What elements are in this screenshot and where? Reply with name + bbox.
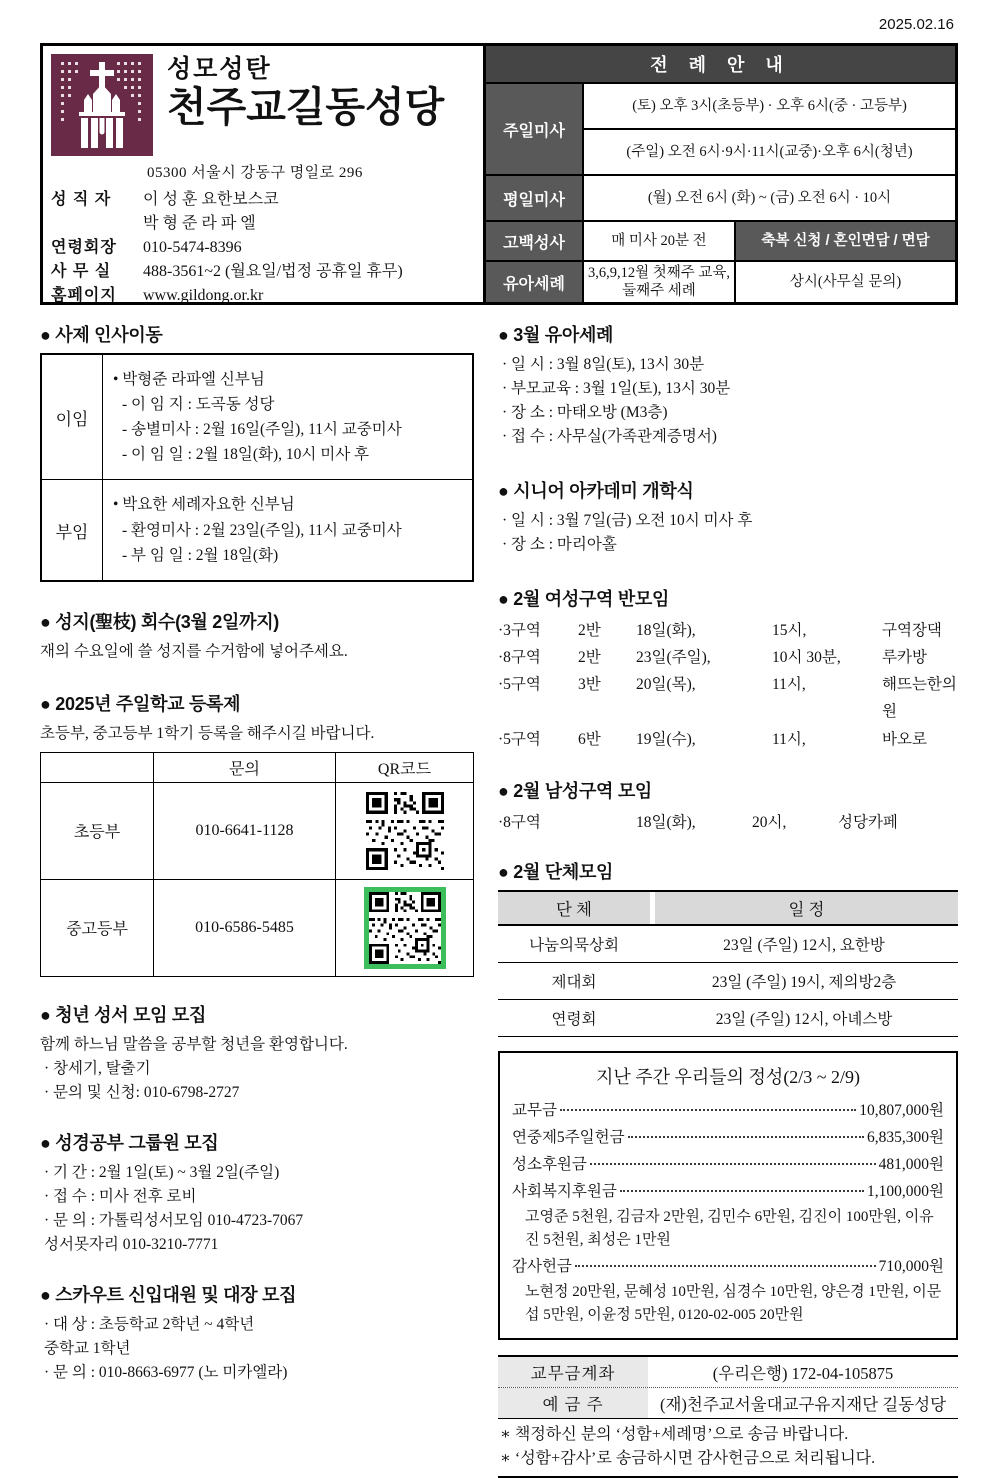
info-value: 이 성 훈 요한보스코	[143, 191, 279, 208]
info-line-priest2	[51, 212, 477, 236]
info-label: 사 무 실	[51, 263, 112, 280]
liturgy-row-label: 평일미사	[486, 174, 582, 220]
info-label: 성 직 자	[51, 191, 112, 208]
zone-row	[498, 809, 958, 836]
section-title-bible-study: ● 성경공부 그룹원 모집	[40, 1132, 219, 1153]
offering-detail: 고영준 5천원, 김금자 2만원, 김민수 6만원, 김진이 100만원, 이유진 5천원, 최성은 1만원	[525, 1209, 934, 1248]
liturgy-title: 전 례 안 내	[486, 46, 955, 82]
brand-title: 천주교길동성당	[167, 83, 445, 130]
offerings-title: 지난 주간 우리들의 정성(2/3 ~ 2/9)	[595, 1066, 861, 1087]
senior-academy-list	[498, 509, 958, 557]
transfer-row-content	[102, 479, 472, 579]
info-label: 홈페이지	[51, 287, 117, 304]
info-line-website	[51, 284, 477, 308]
table-header-empty	[41, 753, 153, 782]
account-label: 예 금 주	[498, 1388, 648, 1418]
org-name: 제대회	[551, 973, 597, 991]
zone: ·5구역	[498, 676, 541, 694]
youth-bible-body: 함께 하느님 말씀을 공부할 청년을 환영합니다.	[40, 1035, 348, 1053]
liturgy-cell: 상시(사무실 문의)	[734, 260, 955, 302]
ban: 2반	[578, 622, 601, 640]
table-header-inquiry: 문의	[153, 753, 335, 782]
note-line: ∗ ‘성함+감사’로 송금하시면 감사헌금으로 처리됩니다.	[500, 1450, 876, 1468]
transfer-row-content	[102, 355, 472, 479]
note-line: ∗ 책정하신 분의 ‘성함+세례명’으로 송금 바랍니다.	[500, 1426, 849, 1444]
section-title-women-groups: ● 2월 여성구역 반모임	[498, 589, 670, 610]
meeting-place: 해뜨는한의원	[882, 676, 957, 721]
website-url: www.gildong.or.kr	[143, 287, 264, 304]
list-item: · 장 소 : 마태오방 (M3층)	[502, 404, 668, 422]
dotted-leader	[560, 1109, 856, 1111]
zone: ·8구역	[498, 813, 541, 831]
meeting-date: 18일(화),	[636, 813, 696, 831]
meeting-time: 10시 30분,	[772, 649, 841, 667]
school-row-phone: 010-6641-1128	[153, 782, 335, 879]
account-holder: (재)천주교서울대교구유지재단 길동성당	[659, 1395, 947, 1415]
dotted-leader	[575, 1265, 876, 1267]
list-item: - 이 임 지 : 도곡동 성당	[122, 396, 275, 414]
qr-code-elementary-icon	[366, 792, 444, 870]
offering-amount: 6,835,300원	[867, 1128, 944, 1146]
zone: ·8구역	[498, 649, 541, 667]
zone-row	[498, 671, 958, 725]
zone: ·5구역	[498, 730, 541, 748]
offering-line	[512, 1151, 944, 1178]
qr-code-middle-high-icon	[364, 887, 446, 969]
offering-line	[512, 1097, 944, 1124]
list-item: · 접 수 : 사무실(가족관계증명서)	[502, 428, 717, 446]
section-title-men-groups: ● 2월 남성구역 모임	[498, 780, 653, 801]
offering-label: 사회복지후원금	[512, 1183, 617, 1201]
account-notes	[498, 1418, 958, 1475]
list-item: · 문 의 : 010-8663-6977 (노 미카엘라)	[44, 1363, 288, 1381]
org-schedule: 23일 (주일) 12시, 아녜스방	[715, 1010, 893, 1028]
info-label: 연령회장	[51, 239, 117, 256]
offering-label: 교무금	[512, 1101, 557, 1119]
column-header-org: 단 체	[498, 892, 650, 924]
left-column	[40, 319, 474, 1478]
list-item: · 기 간 : 2월 1일(토) ~ 3월 2일(주일)	[44, 1163, 280, 1181]
church-address: 05300 서울시 강동구 명일로 296	[147, 165, 363, 181]
liturgy-row-label: 고백성사	[486, 220, 582, 260]
list-item: · 접 수 : 미사 전후 로비	[44, 1187, 197, 1205]
section-title-scout: ● 스카우트 신입대원 및 대장 모집	[40, 1284, 297, 1305]
bible-study-list	[40, 1161, 474, 1257]
right-column	[498, 319, 958, 1478]
table-row	[498, 1000, 958, 1037]
offering-detail: 노현정 20만원, 문혜성 10만원, 심경수 10만원, 양은경 1만원, 이문섭 5만원, 이윤정 5만원, 0120-02-005 20만원	[525, 1284, 942, 1323]
offering-label: 성소후원금	[512, 1156, 587, 1174]
meeting-place: 바오로	[882, 730, 927, 748]
dotted-leader	[590, 1163, 876, 1165]
meeting-place: 성당카페	[838, 813, 898, 831]
liturgy-cell-dark: 축복 신청 / 혼인면담 / 면담	[734, 220, 955, 260]
ban: 2반	[578, 649, 601, 667]
header-box	[40, 43, 958, 305]
offering-line	[512, 1124, 944, 1151]
liturgy-cell: 매 미사 20분 전	[582, 220, 734, 260]
section-title-infant-baptism: ● 3월 유아세례	[498, 325, 614, 345]
liturgy-cell: (주일) 오전 6시·9시·11시(교중)·오후 6시(청년)	[582, 128, 955, 174]
offering-amount: 10,807,000원	[859, 1101, 944, 1119]
ban: 6반	[578, 730, 601, 748]
bulletin-date: 2025.02.16	[878, 16, 954, 33]
brand-subtitle: 성모성탄	[167, 55, 272, 83]
school-row-qr	[335, 879, 473, 976]
youth-bible-list	[40, 1057, 474, 1105]
info-value: 박 형 준 라 파 엘	[143, 215, 256, 232]
meeting-place: 구역장댁	[882, 622, 942, 640]
zone-row	[498, 726, 958, 753]
ban: 3반	[578, 676, 601, 694]
section-title-priest-transfer: ● 사제 인사이동	[40, 325, 163, 345]
account-number: (우리은행) 172-04-105875	[712, 1364, 894, 1384]
dotted-leader	[620, 1190, 864, 1192]
info-line-chairman	[51, 236, 477, 260]
liturgy-cell: (월) 오전 6시 (화) ~ (금) 오전 6시 · 10시	[582, 174, 955, 220]
zone-row	[498, 617, 958, 644]
scout-list	[40, 1313, 474, 1385]
table-row	[498, 963, 958, 1000]
school-row-name: 중고등부	[41, 879, 153, 976]
info-line-office	[51, 260, 477, 284]
offering-label: 감사헌금	[512, 1258, 572, 1276]
section-title-youth-bible: ● 청년 성서 모임 모집	[40, 1004, 207, 1025]
meeting-date: 18일(화),	[636, 622, 696, 640]
account-table	[498, 1355, 958, 1477]
meeting-place: 루카방	[882, 649, 927, 667]
liturgy-table	[483, 46, 955, 302]
dotted-leader	[628, 1136, 864, 1138]
info-value: 010-5474-8396	[143, 239, 242, 256]
list-item: · 창세기, 탈출기	[44, 1059, 151, 1077]
info-value: 488-3561~2 (월요일/법정 공휴일 휴무)	[143, 263, 403, 280]
meeting-time: 20시,	[752, 813, 787, 831]
section-title-palm-return: ● 성지(聖枝) 회수(3월 2일까지)	[40, 611, 279, 632]
list-item: - 부 임 일 : 2월 18일(화)	[122, 546, 279, 564]
offerings-box	[498, 1051, 958, 1341]
list-item: · 장 소 : 마리아홀	[502, 536, 617, 554]
info-label	[51, 212, 143, 236]
church-identity	[43, 46, 483, 302]
list-item: · 부모교육 : 3월 1일(토), 13시 30분	[502, 380, 731, 398]
offering-amount: 481,000원	[878, 1156, 944, 1174]
section-title-org-meetings: ● 2월 단체모임	[498, 861, 614, 882]
table-row	[498, 926, 958, 963]
table-header-qr: QR코드	[335, 753, 473, 782]
section-title-sunday-school: ● 2025년 주일학교 등록제	[40, 693, 241, 714]
list-item: · 문 의 : 가톨릭성서모임 010-4723-7067	[44, 1211, 304, 1229]
org-schedule: 23일 (주일) 19시, 제의방2층	[711, 973, 897, 991]
info-line-priest	[51, 188, 477, 212]
women-groups-list	[498, 617, 958, 753]
liturgy-cell: 3,6,9,12월 첫째주 교육, 둘째주 세례	[582, 260, 734, 302]
account-row	[498, 1388, 958, 1418]
school-row-qr	[335, 782, 473, 879]
liturgy-row-label: 주일미사	[486, 82, 582, 174]
liturgy-row-label: 유아세례	[486, 260, 582, 302]
org-schedule: 23일 (주일) 12시, 요한방	[723, 936, 885, 954]
offering-line	[512, 1178, 944, 1205]
school-row-name: 초등부	[41, 782, 153, 879]
list-item: • 박형준 라파엘 신부님	[113, 371, 265, 388]
transfer-row-label: 이임	[55, 409, 89, 429]
list-item: - 이 임 일 : 2월 18일(화), 10시 미사 후	[122, 446, 370, 464]
account-row	[498, 1357, 958, 1388]
transfer-row-label: 부임	[42, 479, 102, 579]
meeting-date: 19일(수),	[636, 730, 696, 748]
org-table-header	[498, 892, 958, 926]
section-title-senior-academy: ● 시니어 아카데미 개학식	[498, 481, 694, 502]
list-item: 중학교 1학년	[44, 1339, 131, 1357]
liturgy-cell: (토) 오후 3시(초등부) · 오후 6시(중 · 고등부)	[582, 82, 955, 128]
offering-amount: 1,100,000원	[867, 1183, 944, 1201]
zone-row	[498, 644, 958, 671]
column-header-schedule: 일 정	[655, 892, 958, 924]
palm-body: 재의 수요일에 쓸 성지를 수거함에 넣어주세요.	[40, 642, 348, 660]
list-item: · 일 시 : 3월 7일(금) 오전 10시 미사 후	[502, 512, 753, 530]
meeting-time: 15시,	[772, 622, 807, 640]
church-logo-icon	[51, 54, 153, 156]
meeting-time: 11시,	[772, 730, 806, 748]
meeting-date: 20일(목),	[636, 676, 696, 694]
list-item: 성서못자리 010-3210-7771	[44, 1235, 219, 1253]
school-row-phone: 010-6586-5485	[153, 879, 335, 976]
meeting-time: 11시,	[772, 676, 806, 694]
org-name: 나눔의묵상회	[529, 936, 619, 954]
zone: ·3구역	[498, 622, 541, 640]
list-item: · 문의 및 신청: 010-6798-2727	[44, 1083, 240, 1101]
org-meetings-table	[498, 890, 958, 1037]
list-item: - 송별미사 : 2월 16일(주일), 11시 교중미사	[122, 421, 402, 439]
list-item: · 일 시 : 3월 8일(토), 13시 30분	[502, 356, 705, 373]
account-label: 교무금계좌	[498, 1357, 648, 1387]
sunday-school-table	[40, 752, 474, 977]
list-item: · 대 상 : 초등학교 2학년 ~ 4학년	[44, 1315, 255, 1333]
list-item: • 박요한 세례자요한 신부님	[113, 496, 295, 514]
org-name: 연령회	[551, 1010, 597, 1028]
school-body: 초등부, 중고등부 1학기 등록을 해주시길 바랍니다.	[40, 724, 375, 742]
infant-baptism-list	[498, 353, 958, 449]
offering-label: 연중제5주일헌금	[512, 1128, 625, 1146]
list-item: - 환영미사 : 2월 23일(주일), 11시 교중미사	[122, 521, 402, 539]
offering-amount: 710,000원	[878, 1258, 944, 1276]
offering-line	[512, 1253, 944, 1280]
brand-text	[167, 54, 444, 131]
priest-transfer-table	[40, 353, 474, 582]
meeting-date: 23일(주일),	[636, 649, 711, 667]
